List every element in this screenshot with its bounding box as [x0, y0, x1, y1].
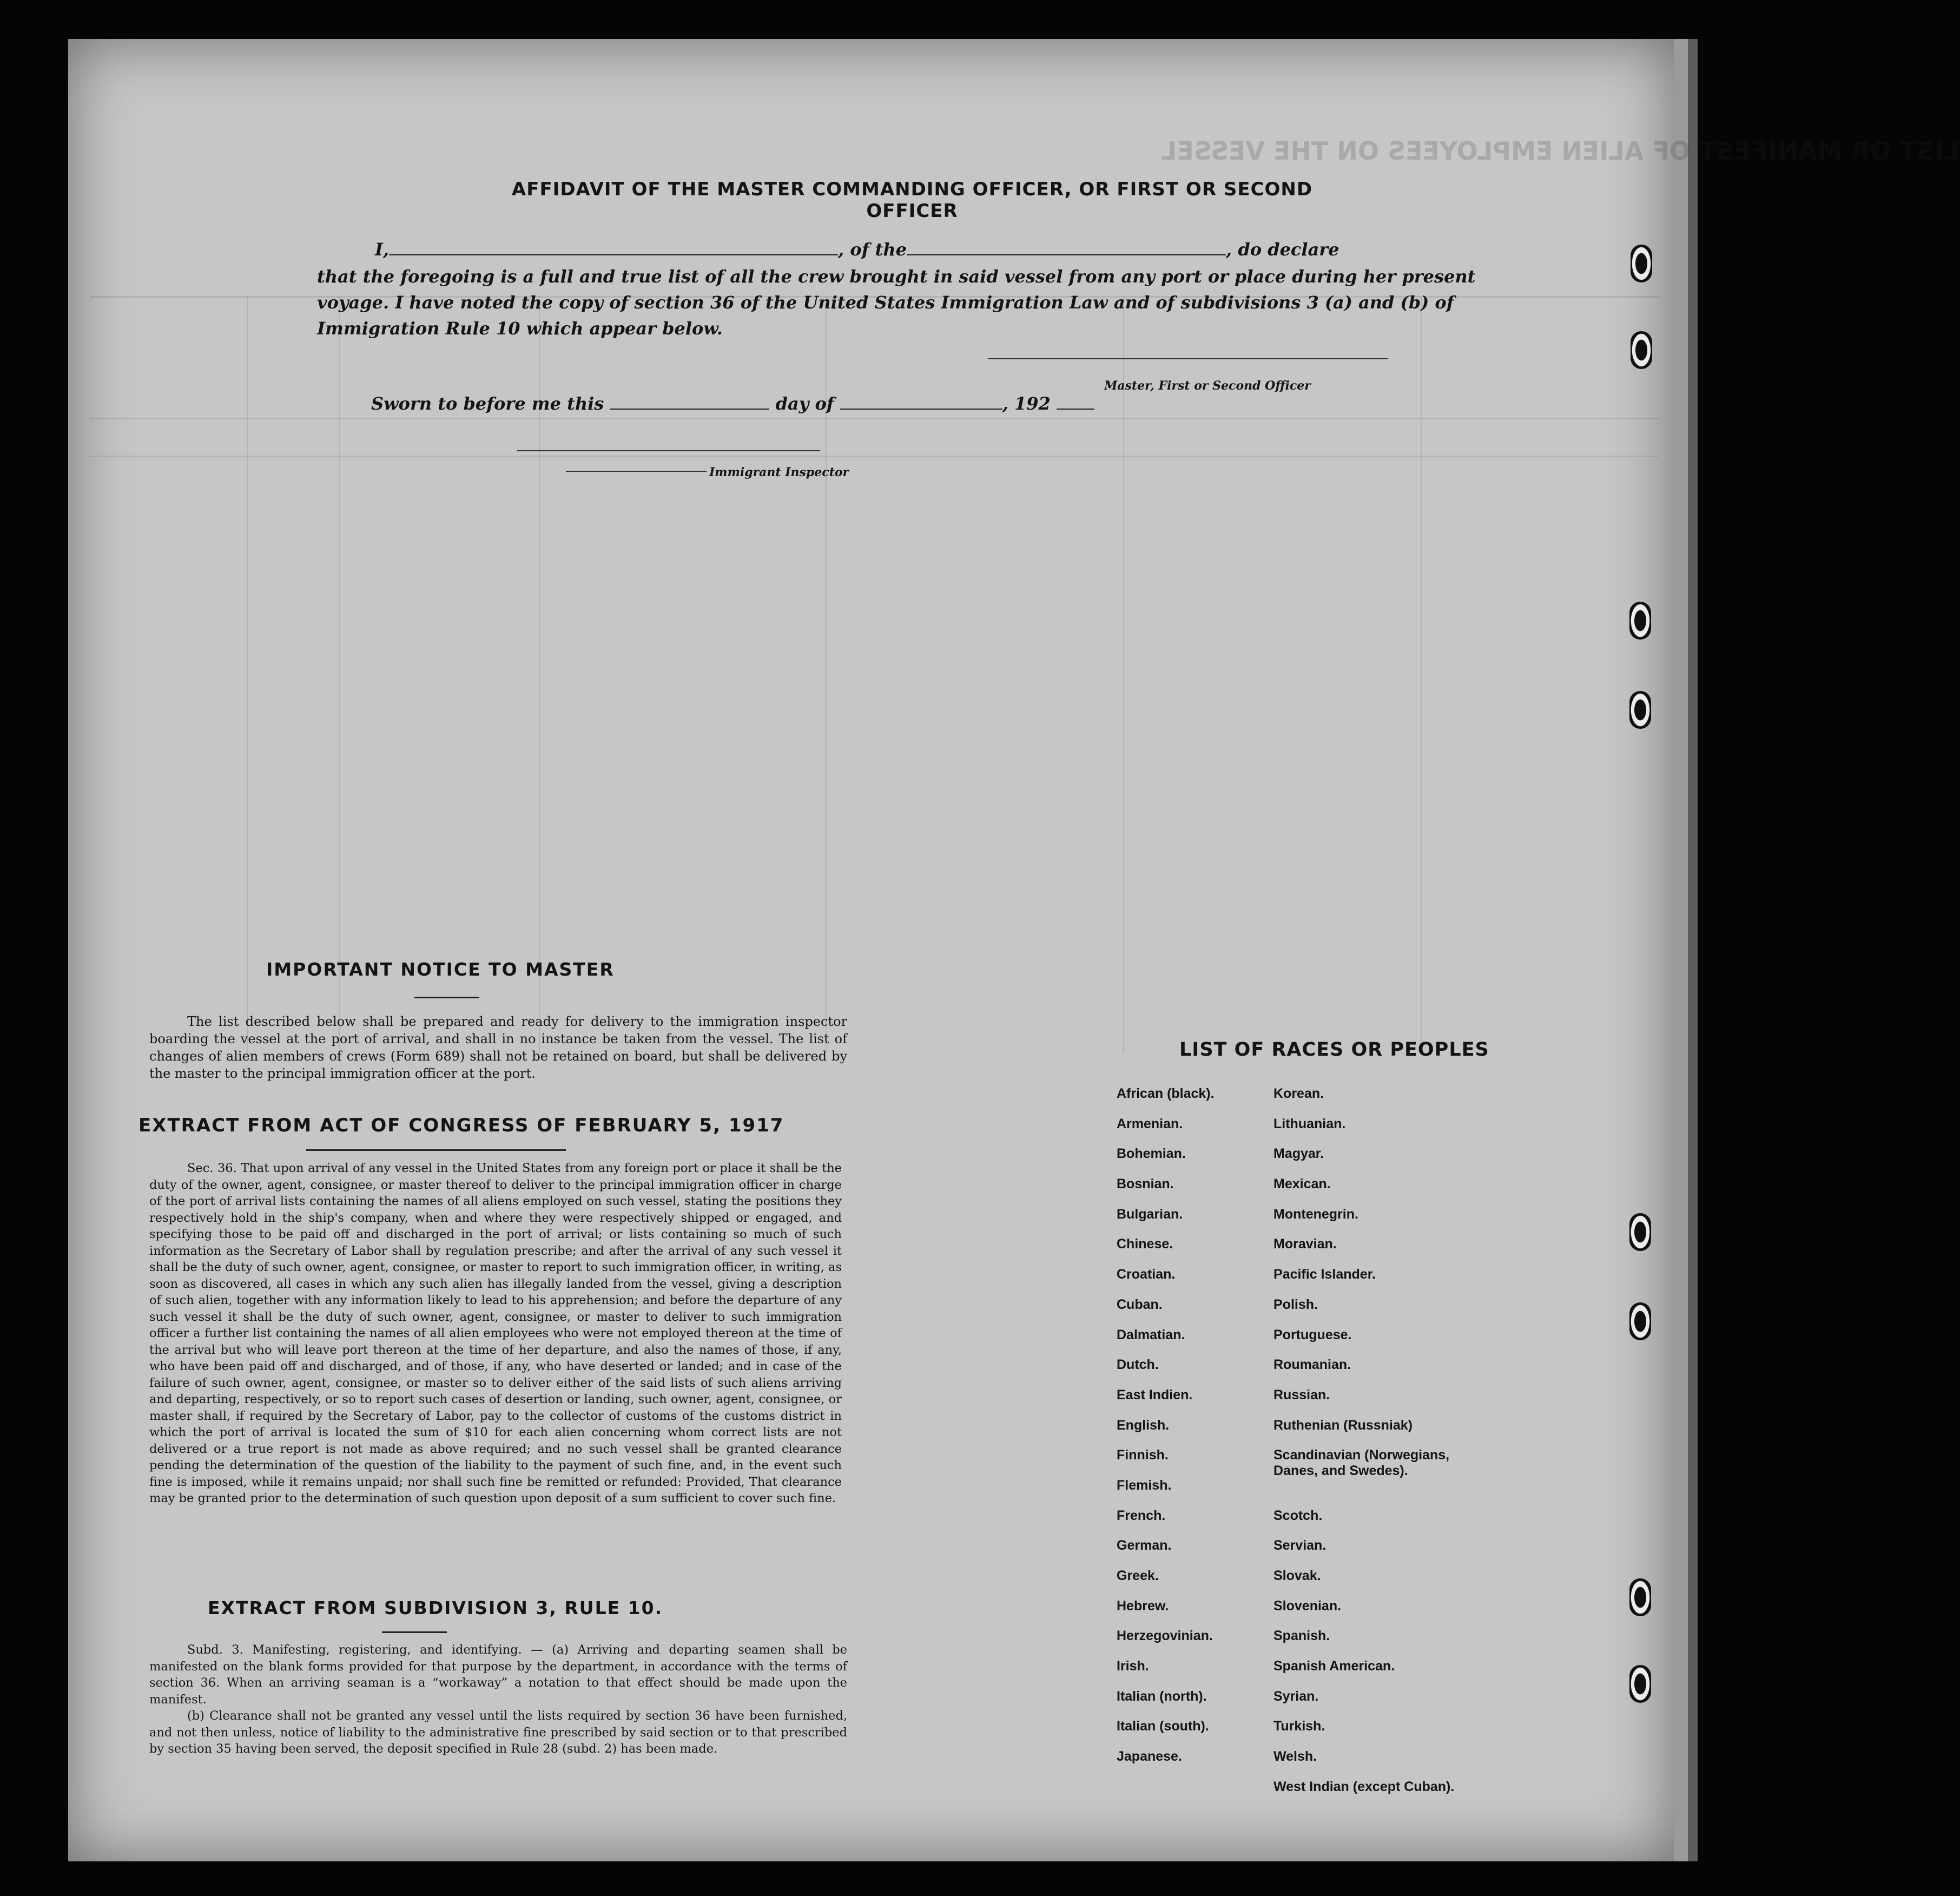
race-item: Mexican.: [1273, 1176, 1331, 1192]
race-item: Herzegovinian.: [1117, 1628, 1213, 1644]
race-item: Moravian.: [1273, 1236, 1337, 1252]
binder-ring: [1629, 691, 1651, 729]
notice-text: The list described below shall be prepared and ready for delivery to the immigration inspector boarding the vessel at the port of arrival, and shall in no instance be taken from the vessel. The list of changes of alien members of crews (Form 689) shall not be retained on board, but shall be delivered by the master to the principal immigration officer at the port.: [149, 1014, 847, 1081]
race-item: German.: [1117, 1538, 1172, 1553]
race-item: Slovak.: [1273, 1568, 1321, 1584]
race-item: Flemish.: [1117, 1477, 1172, 1493]
race-item: Irish.: [1117, 1658, 1149, 1674]
binder-ring: [1631, 331, 1652, 369]
race-item: Lithuanian.: [1273, 1116, 1346, 1131]
race-item: Bulgarian.: [1117, 1206, 1183, 1222]
act-text: Sec. 36. That upon arrival of any vessel in the United States from any foreign port or place it shall be the duty of the owner, agent, consignee, or master thereof to deliver to the principal immigration officer in charge of the port of arrival lists containing the names of all aliens employed on such vessel, stating the positions they respectively hold in the ship's company, when and where they were respectively shipped or engaged, and specifying those to be paid off and discharged in the port of arrival; or lists containing so much of such information as the Secretary of Labor shall by regulation prescribe; and after the arrival of any such vessel it shall be the duty of such owner, agent, consignee, or master to report to such immigration officer, in writing, as soon as discovered, all cases in which any such alien has illegally landed from the vessel, giving a description of such alien, together with any information likely to lead to his apprehension; and before the departure of any such vessel it shall be the duty of such owner, agent, consignee, or master to deliver to such immigration officer a further list containing the names of all alien employees who were not employed thereon at the time of the arrival but who will leave port thereon at the time of her departure, and also the names of those, if any, who have been paid off and discharged, and of those, if any, who have deserted or landed; and in case of the failure of such owner, agent, consignee, or master so to deliver either of the said lists of such aliens arriving and departing, respectively, or so to report such cases of desertion or landing, such owner, agent, consignee, or master shall, if required by the Secretary of Labor, pay to the collector of customs of the customs district in which the port of arrival is located the sum of $10 for each alien concerning whom correct lists are not delivered or a true report is not made as above required; and no such vessel shall be granted clearance pending the determination of the question of the liability to the payment of such fine, and, in the event such fine is imposed, while it remains unpaid; nor shall such fine be remitted or refunded: Provided, That clearance may be granted prior to the determination of such question upon deposit of a sum sufficient to cover such fine.: [149, 1161, 842, 1505]
race-item: Japanese.: [1117, 1749, 1182, 1765]
races-title: LIST OF RACES OR PEOPLES: [1179, 1039, 1489, 1061]
affidavit-line-2: that the foregoing is a full and true list of all the crew brought in said vessel from any port or place during her present: [317, 266, 1476, 287]
race-item: Welsh.: [1273, 1749, 1317, 1765]
document-page: LIST OR MANIFEST OF ALIEN EMPLOYEES ON THE VESSEL AFFIDAVIT OF THE MASTER COMMANDING OFFICER, OR FIRST OR SECOND OFFICER I, , of the , do declare that the foregoing is a full and true list of all the crew brought in said vessel from any port or place during her present voyage. I have noted the copy of section 36 of the United States Immigration Law and of subdivisions 3 (a) and (b) of Immigration Rule 10 which appear below. Master, First or Second Officer Sworn to before me this day of , 192 Immigrant Inspector IMPORTANT NOTICE TO MASTER The list described below shall be prepared and ready for delivery to the immigration inspector boarding the vessel at the port of arrival, and shall in no instance be taken from the vessel. The list of changes of alien members of crews (Form 689) shall not be retained on board, but shall be delivered by the master to the principal immigration officer at the port. EXTRACT FROM ACT OF CONGRESS OF FEBRUARY 5, 1917 Sec. 36. That upon arrival of any vessel in the United States from any foreign port or place it shall be the duty of the owner, agent, consignee, or master thereof to deliver to the principal immigration officer in charge of the port of arrival lists containing the names of all aliens employed on such vessel, stating the positions they respectively hold in the ship's company, when and where they were respectively shipped or engaged, and specifying those to be paid off and discharged in the port of arrival; or lists containing so much of such information as the Secretary of Labor shall by regulation prescribe; and after the arrival of any such vessel it shall be the duty of such owner, agent, consignee, or master to report to such immigration officer, in writing, as soon as discovered, all cases in which any such alien has illegally landed from the vessel, giving a description of such alien, together with any information likely to lead to his apprehension; and before the departure of any such vessel it shall be the duty of such owner, agent, consignee, or master to deliver to such immigration officer a further list containing the names of all alien employees who were not employed thereon at the time of the arrival but who will leave port thereon at the time of her departure, and also the names of those, if any, who have been paid off and discharged, and of those, if any, who have deserted or landed; and in case of the failure of such owner, agent, consignee, or master so to deliver either of the said lists of such aliens arriving and departing, respectively, or so to report such cases of desertion or landing, such owner, agent, consignee, or master shall, if required by the Secretary of Labor, pay to the collector of customs of the customs district in which the port of arrival is located the sum of $10 for each alien concerning whom correct lists are not delivered or a true report is not made as above required; and no such vessel shall be granted clearance pending the determination of the question of the liability to the payment of such fine, and, in the event such fine is imposed, while it remains unpaid; nor shall such fine be remitted or refunded: Provided, That clearance may be granted prior to the determination of such question upon deposit of a sum sufficient to cover such fine. EXTRACT FROM SUBDIVISION 3, RULE 10. Subd. 3. Manifesting, registering, and identifying. — (a) Arriving and departing seamen shall be manifested on the blank forms provided for that purpose by the department, in accordance with the terms of section 36. When an arriving seaman is a “workaway” a notation to that effect should be made upon the manifest. (b) Clearance shall not be granted any vessel until the lists required by section 36 have been furnished, and not then unless, notice of liability to the administrative fine prescribed by said section or to that prescribed by section 35 having been served, the deposit specified in Rule 28 (subd. 2) has been made. LIST OF RACES OR PEOPLES African (black). Armenian. Bohemian. Bosnian. Bulgarian. Chinese. Croatian. Cuban. Dalmatian. Dutch. East Indien. English. Finnish. Flemish. French. German. Greek. Hebrew. Herzegovinian. Irish. Italian (north). Italian (south). Japanese. Korean. Lithuanian. Magyar. Mexican. Montenegrin. Moravian. Pacific Islander. Polish. Portuguese. Roumanian. Russian. Ruthenian (Russniak) Scandinavian (Norwegians, Danes, and Swedes). Scotch. Servian. Slovak. Slovenian. Spanish. Spanish American. Syrian. Turkish. Welsh. West Indian (except Cuban).: [68, 39, 1674, 1861]
race-item: Hebrew.: [1117, 1598, 1169, 1614]
races-right-column: [1273, 1086, 1479, 1809]
race-item: Dutch.: [1117, 1357, 1159, 1373]
race-item: Russian.: [1273, 1387, 1330, 1403]
master-signature-label: Master, First or Second Officer: [1104, 379, 1311, 393]
race-item: East Indien.: [1117, 1387, 1193, 1403]
binder-ring: [1629, 1578, 1651, 1616]
race-item: Pacific Islander.: [1273, 1267, 1376, 1282]
race-item: Turkish.: [1273, 1719, 1325, 1734]
affidavit-title: AFFIDAVIT OF THE MASTER COMMANDING OFFICER, OR FIRST OR SECOND OFFICER: [511, 179, 1313, 222]
rule-para-a: Subd. 3. Manifesting, registering, and identifying. — (a) Arriving and departing seamen shall be manifested on the blank forms provided for that purpose by the department, in accordance with the terms of section 36. When an arriving seaman is a “workaway” a notation to that effect should be made upon the manifest.: [149, 1643, 847, 1707]
race-item: Magyar.: [1273, 1146, 1324, 1162]
binder-ring: [1629, 1213, 1651, 1251]
binder-ring: [1629, 1665, 1651, 1703]
race-item: English.: [1117, 1417, 1170, 1433]
race-item: Montenegrin.: [1273, 1206, 1358, 1222]
race-item: Croatian.: [1117, 1267, 1176, 1282]
race-item: Finnish.: [1117, 1447, 1169, 1463]
race-item: Cuban.: [1117, 1296, 1163, 1312]
sworn-line: Sworn to before me this day of , 192: [371, 393, 1094, 414]
race-item: Spanish American.: [1273, 1658, 1395, 1674]
rule-title: EXTRACT FROM SUBDIVISION 3, RULE 10.: [208, 1597, 663, 1618]
race-item: Roumanian.: [1273, 1357, 1351, 1373]
inspector-signature-line-1: [517, 450, 820, 451]
master-signature-line: [988, 358, 1388, 359]
race-item: Slovenian.: [1273, 1598, 1342, 1614]
act-rule: [306, 1149, 566, 1151]
race-item: Servian.: [1273, 1538, 1327, 1553]
race-item: Bosnian.: [1117, 1176, 1174, 1192]
races-left-column: [1117, 1086, 1215, 1779]
race-item: Korean.: [1273, 1086, 1324, 1101]
binder-ring: [1631, 245, 1652, 282]
race-item: Polish.: [1273, 1296, 1318, 1312]
race-item: Greek.: [1117, 1568, 1159, 1583]
race-item: Armenian.: [1117, 1116, 1183, 1131]
race-item: Chinese.: [1117, 1236, 1173, 1252]
affidavit-line-1: I, , of the , do declare: [375, 239, 1339, 260]
race-item: Italian (south).: [1117, 1719, 1209, 1734]
race-item: French.: [1117, 1507, 1166, 1523]
affidavit-line-4: Immigration Rule 10 which appear below.: [317, 318, 723, 339]
race-item: Scandinavian (Norwegians, Danes, and Swedes).: [1273, 1447, 1450, 1479]
rule-para-b: (b) Clearance shall not be granted any vessel until the lists required by section 36 have been furnished, and not then unless, notice of liability to the administrative fine prescribed by said section or to that prescribed by section 35 having been served, the deposit specified in Rule 28 (subd. 2) has been made.: [149, 1709, 847, 1756]
inspector-label: Immigrant Inspector: [709, 465, 849, 479]
act-title: EXTRACT FROM ACT OF CONGRESS OF FEBRUARY 5, 1917: [138, 1115, 784, 1136]
race-item: Bohemian.: [1117, 1146, 1186, 1162]
page-edge-dark: [1688, 39, 1698, 1861]
binder-ring: [1629, 602, 1651, 640]
inspector-signature-line-2: [566, 471, 707, 472]
affidavit-line-3: voyage. I have noted the copy of section 36 of the United States Immigration Law and of subdivisions 3 (a) and (b) of: [317, 292, 1454, 313]
race-item: Syrian.: [1273, 1688, 1319, 1704]
notice-title: IMPORTANT NOTICE TO MASTER: [266, 959, 615, 980]
rule-rule: [382, 1631, 447, 1633]
race-item: Ruthenian (Russniak): [1273, 1417, 1413, 1433]
rule-text: [149, 1642, 847, 1757]
notice-rule: [414, 997, 479, 998]
binder-ring: [1629, 1302, 1651, 1340]
race-item: Italian (north).: [1117, 1688, 1207, 1704]
race-item: Dalmatian.: [1117, 1327, 1185, 1342]
race-item: West Indian (except Cuban).: [1273, 1779, 1455, 1794]
race-item: African (black).: [1117, 1086, 1215, 1101]
race-item: Portuguese.: [1273, 1327, 1352, 1342]
race-item: Scotch.: [1273, 1507, 1323, 1523]
race-item: Spanish.: [1273, 1628, 1330, 1644]
